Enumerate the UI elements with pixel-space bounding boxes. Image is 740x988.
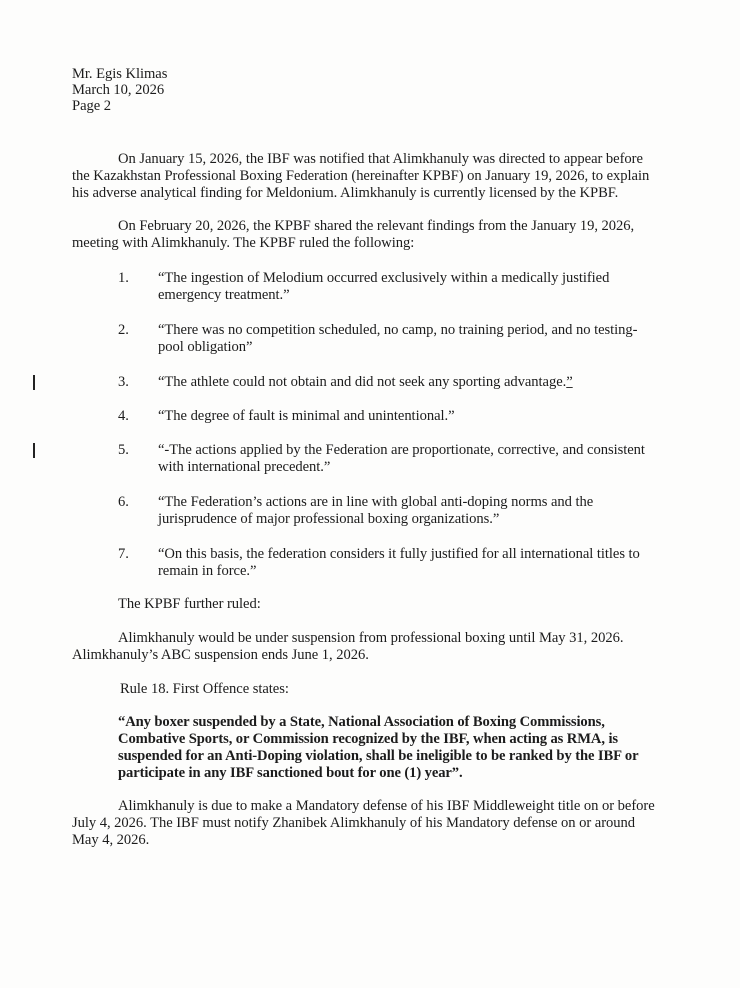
quote-line: “Any boxer suspended by a State, National Association of Boxing Commissions,: [118, 714, 605, 730]
ruling-text: pool obligation”: [158, 339, 253, 355]
recipient-name: Mr. Egis Klimas: [72, 66, 168, 82]
ruling-text: emergency treatment.”: [158, 287, 290, 303]
text-line: May 4, 2026.: [72, 832, 150, 848]
letter-date: March 10, 2026: [72, 82, 165, 98]
revision-change-bar: [33, 443, 35, 458]
ruling-number: 7.: [118, 546, 129, 562]
ruling-text: “There was no competition scheduled, no camp, no training period, and no testing-: [158, 322, 638, 338]
further-ruled-heading: The KPBF further ruled:: [118, 596, 261, 612]
ruling-text: “The ingestion of Melodium occurred exclusively within a medically justified: [158, 270, 610, 286]
ruling-number: 4.: [118, 408, 129, 424]
ruling-number: 3.: [118, 374, 129, 390]
ruling-number: 6.: [118, 494, 129, 510]
ruling-text: [158, 374, 573, 391]
quote-line: participate in any IBF sanctioned bout for one (1) year”.: [118, 765, 463, 781]
text-line: July 4, 2026. The IBF must notify Zhanibek Alimkhanuly of his Mandatory defense on or around: [72, 815, 635, 831]
rule-heading: Rule 18. First Offence states:: [120, 681, 289, 697]
ruling-number: 5.: [118, 442, 129, 458]
ruling-text: “The Federation’s actions are in line with global anti-doping norms and the: [158, 494, 594, 510]
quote-line: Combative Sports, or Commission recognized by the IBF, when acting as RMA, is: [118, 731, 618, 747]
page-number: Page 2: [72, 98, 112, 114]
ruling-text: “-The actions applied by the Federation are proportionate, corrective, and consistent: [158, 442, 645, 458]
quote-line: suspended for an Anti-Doping violation, shall be ineligible to be ranked by the IBF or: [118, 748, 639, 764]
text-line: meeting with Alimkhanuly. The KPBF ruled the following:: [72, 235, 415, 251]
tracked-change-quote: ”: [566, 374, 573, 390]
ruling-text: jurisprudence of major professional boxing organizations.”: [158, 511, 500, 527]
ruling-text: “On this basis, the federation considers it fully justified for all international titles to: [158, 546, 640, 562]
ruling-text: with international precedent.”: [158, 459, 331, 475]
ruling-text-main: “The athlete could not obtain and did not seek any sporting advantage.: [158, 374, 567, 390]
text-line: the Kazakhstan Professional Boxing Federation (hereinafter KPBF) on January 19, 2026, to explain: [72, 168, 650, 184]
revision-change-bar: [33, 375, 35, 390]
ruling-number: 2.: [118, 322, 129, 338]
ruling-number: 1.: [118, 270, 129, 286]
text-line: his adverse analytical finding for Meldonium. Alimkhanuly is currently licensed by the KPBF.: [72, 185, 619, 201]
text-line: Alimkhanuly’s ABC suspension ends June 1, 2026.: [72, 647, 369, 663]
text-line: Alimkhanuly would be under suspension from professional boxing until May 31, 2026.: [118, 630, 624, 646]
text-line: Alimkhanuly is due to make a Mandatory defense of his IBF Middleweight title on or before: [118, 798, 655, 814]
ruling-text: remain in force.”: [158, 563, 257, 579]
text-line: On February 20, 2026, the KPBF shared the relevant findings from the January 19, 2026,: [118, 218, 635, 234]
ruling-text: “The degree of fault is minimal and unintentional.”: [158, 408, 455, 424]
text-line: On January 15, 2026, the IBF was notified that Alimkhanuly was directed to appear before: [118, 151, 643, 167]
